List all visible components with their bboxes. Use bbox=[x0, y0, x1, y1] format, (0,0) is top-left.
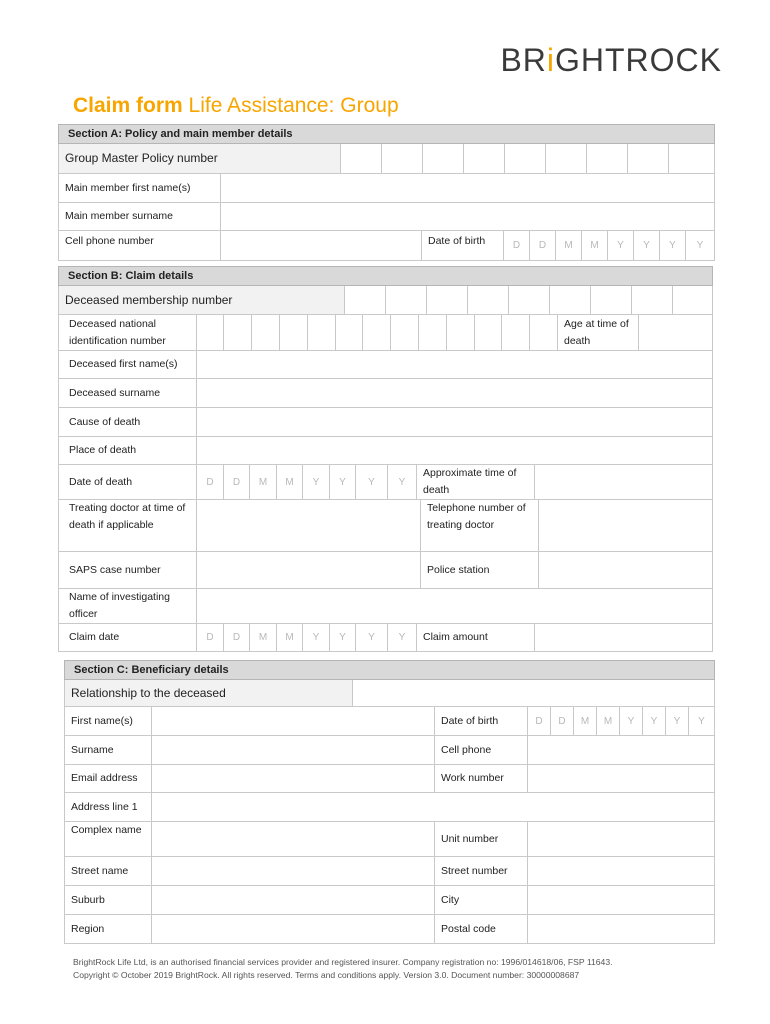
policy-number-box[interactable] bbox=[546, 144, 587, 173]
deceased-surname-row bbox=[58, 379, 713, 408]
policy-number-row bbox=[58, 144, 715, 174]
date-of-death-row bbox=[58, 465, 713, 500]
policy-number-box[interactable] bbox=[505, 144, 546, 173]
police-field[interactable] bbox=[539, 552, 712, 588]
ben-street-no-label: Street number bbox=[435, 857, 528, 885]
dob-mask[interactable]: Y bbox=[696, 240, 704, 251]
form-title bbox=[73, 94, 399, 118]
main-surname-row bbox=[58, 203, 715, 231]
ben-dob-mask[interactable]: Y bbox=[643, 707, 666, 735]
policy-number-box[interactable] bbox=[669, 144, 714, 173]
deceased-first-names-field[interactable] bbox=[197, 351, 712, 378]
place-field[interactable] bbox=[197, 437, 712, 464]
membership-label: Deceased membership number bbox=[59, 286, 345, 314]
membership-box[interactable] bbox=[468, 286, 509, 314]
ben-street-field[interactable] bbox=[152, 857, 435, 885]
ben-street-no-field[interactable] bbox=[528, 857, 714, 885]
ben-region-field[interactable] bbox=[152, 915, 435, 943]
ben-postal-field[interactable] bbox=[528, 915, 714, 943]
main-dob-label: Date of birth bbox=[422, 231, 504, 260]
ben-unit-field[interactable] bbox=[528, 822, 714, 856]
deceased-first-names-label: Deceased first name(s) bbox=[59, 351, 197, 378]
ben-unit-label: Unit number bbox=[435, 822, 528, 856]
deceased-surname-label: Deceased surname bbox=[59, 379, 197, 407]
saps-field[interactable] bbox=[197, 552, 421, 588]
doctor-row bbox=[58, 500, 713, 552]
claim-amount-label: Claim amount bbox=[417, 624, 535, 651]
policy-number-box[interactable] bbox=[341, 144, 382, 173]
claim-amount-field[interactable] bbox=[535, 624, 712, 651]
membership-box[interactable] bbox=[673, 286, 712, 314]
ben-postal-label: Postal code bbox=[435, 915, 528, 943]
ben-street-row bbox=[64, 857, 715, 886]
ben-region-postal-row bbox=[64, 915, 715, 944]
policy-number-box[interactable] bbox=[628, 144, 669, 173]
saps-row bbox=[58, 552, 713, 589]
relationship-label: Relationship to the deceased bbox=[65, 680, 353, 706]
dob-mask[interactable]: M bbox=[582, 231, 608, 260]
ben-dob-mask[interactable]: D bbox=[528, 707, 551, 735]
national-id-box[interactable] bbox=[280, 315, 308, 350]
main-first-names-field[interactable] bbox=[221, 174, 714, 202]
footer-line-2: Copyright © October 2019 BrightRock. All rights reserved. Terms and conditions apply. Version 3.0. Document number: 30000008687 bbox=[73, 970, 580, 980]
claim-date-row bbox=[58, 624, 713, 652]
national-id-box[interactable] bbox=[363, 315, 391, 350]
doctor-tel-field[interactable] bbox=[539, 500, 712, 551]
claim-date-mask[interactable]: M bbox=[277, 624, 303, 651]
main-surname-label: Main member surname bbox=[59, 203, 221, 230]
death-date-mask[interactable]: Y bbox=[330, 465, 356, 499]
ben-suburb-label: Suburb bbox=[65, 886, 152, 914]
policy-number-box[interactable] bbox=[587, 144, 628, 173]
age-label: Age at time of death bbox=[558, 315, 639, 350]
investigating-label: Name of investigating officer bbox=[59, 589, 197, 623]
ben-suburb-city-row bbox=[64, 886, 715, 915]
ben-complex-unit-row bbox=[64, 822, 715, 857]
membership-box[interactable] bbox=[591, 286, 632, 314]
national-id-box[interactable] bbox=[530, 315, 558, 350]
ben-city-field[interactable] bbox=[528, 886, 714, 914]
dob-mask[interactable]: D bbox=[504, 231, 530, 260]
main-first-names-row bbox=[58, 174, 715, 203]
claim-date-mask[interactable]: D bbox=[197, 624, 224, 651]
ben-surname-field[interactable] bbox=[152, 736, 435, 764]
dob-mask[interactable]: Y bbox=[634, 231, 660, 260]
section-a bbox=[58, 124, 715, 261]
section-c-heading: Section C: Beneficiary details bbox=[64, 660, 715, 680]
ben-city-label: City bbox=[435, 886, 528, 914]
membership-box[interactable] bbox=[632, 286, 673, 314]
ben-dob-mask[interactable]: Y bbox=[698, 715, 705, 727]
ben-complex-label: Complex name bbox=[65, 822, 152, 856]
ben-region-label: Region bbox=[65, 915, 152, 943]
national-id-row bbox=[58, 315, 713, 351]
membership-box[interactable] bbox=[386, 286, 427, 314]
claim-date-mask[interactable]: Y bbox=[388, 624, 417, 651]
ben-surname-cell-row bbox=[64, 736, 715, 765]
claim-date-mask[interactable]: M bbox=[250, 624, 277, 651]
relationship-row bbox=[64, 680, 715, 707]
cell-dob-row bbox=[58, 231, 715, 261]
policy-number-label: Group Master Policy number bbox=[59, 144, 341, 173]
logo-text-end: GHTROCK bbox=[555, 42, 722, 78]
investigating-field[interactable] bbox=[197, 589, 712, 623]
national-id-box[interactable] bbox=[252, 315, 280, 350]
membership-box[interactable] bbox=[509, 286, 550, 314]
footer bbox=[73, 956, 613, 982]
death-date-mask[interactable]: M bbox=[250, 465, 277, 499]
ben-dob-mask[interactable]: Y bbox=[666, 707, 689, 735]
logo-text-accent: i bbox=[546, 42, 555, 78]
death-date-mask[interactable]: Y bbox=[303, 465, 330, 499]
claim-date-mask[interactable]: Y bbox=[356, 624, 388, 651]
date-of-death-label: Date of death bbox=[59, 465, 197, 499]
place-label: Place of death bbox=[59, 437, 197, 464]
main-first-names-label: Main member first name(s) bbox=[59, 174, 221, 202]
cause-row bbox=[58, 408, 713, 437]
national-id-box[interactable] bbox=[224, 315, 252, 350]
dob-mask[interactable]: D bbox=[530, 231, 556, 260]
ben-dob-label: Date of birth bbox=[435, 707, 528, 735]
title-bold: Claim form bbox=[73, 94, 183, 117]
dob-mask[interactable]: Y bbox=[660, 231, 686, 260]
deceased-first-names-row bbox=[58, 351, 713, 379]
doctor-tel-label: Telephone number of treating doctor bbox=[421, 500, 539, 551]
death-date-mask[interactable]: D bbox=[224, 465, 250, 499]
dob-mask[interactable]: M bbox=[556, 231, 582, 260]
section-c bbox=[64, 660, 715, 944]
policy-number-box[interactable] bbox=[423, 144, 464, 173]
ben-dob-mask[interactable]: D bbox=[551, 707, 574, 735]
ben-street-label: Street name bbox=[65, 857, 152, 885]
section-b bbox=[58, 266, 713, 652]
ben-surname-label: Surname bbox=[65, 736, 152, 764]
police-label: Police station bbox=[421, 552, 539, 588]
ben-email-label: Email address bbox=[65, 765, 152, 792]
national-id-box[interactable] bbox=[391, 315, 419, 350]
national-id-box[interactable] bbox=[336, 315, 363, 350]
ben-suburb-field[interactable] bbox=[152, 886, 435, 914]
ben-complex-field[interactable] bbox=[152, 822, 435, 856]
national-id-label: Deceased national identification number bbox=[59, 315, 197, 350]
ben-email-field[interactable] bbox=[152, 765, 435, 792]
national-id-box[interactable] bbox=[502, 315, 530, 350]
national-id-box[interactable] bbox=[308, 315, 336, 350]
claim-date-label: Claim date bbox=[59, 624, 197, 651]
membership-box[interactable] bbox=[427, 286, 468, 314]
membership-box[interactable] bbox=[550, 286, 591, 314]
approx-time-label: Approximate time of death bbox=[417, 465, 535, 499]
approx-time-field[interactable] bbox=[535, 465, 712, 499]
membership-row bbox=[58, 286, 713, 315]
main-cell-field[interactable] bbox=[221, 231, 422, 260]
relationship-field[interactable] bbox=[353, 680, 714, 706]
dob-mask[interactable]: Y bbox=[608, 231, 634, 260]
national-id-box[interactable] bbox=[447, 315, 475, 350]
death-date-mask[interactable]: Y bbox=[388, 465, 417, 499]
brightrock-logo bbox=[500, 42, 722, 79]
ben-cell-label: Cell phone bbox=[435, 736, 528, 764]
cause-label: Cause of death bbox=[59, 408, 197, 436]
deceased-surname-field[interactable] bbox=[197, 379, 712, 407]
section-b-heading: Section B: Claim details bbox=[58, 266, 713, 286]
ben-first-names-field[interactable] bbox=[152, 707, 435, 735]
main-cell-label: Cell phone number bbox=[59, 231, 221, 260]
investigating-row bbox=[58, 589, 713, 624]
title-rest: Life Assistance: Group bbox=[182, 94, 399, 117]
ben-address1-label: Address line 1 bbox=[65, 793, 152, 821]
main-surname-field[interactable] bbox=[221, 203, 714, 230]
policy-number-box[interactable] bbox=[464, 144, 505, 173]
doctor-field[interactable] bbox=[197, 500, 421, 551]
ben-dob-mask[interactable]: M bbox=[574, 707, 597, 735]
ben-cell-field[interactable] bbox=[528, 736, 714, 764]
ben-first-dob-row bbox=[64, 707, 715, 736]
ben-email-work-row bbox=[64, 765, 715, 793]
logo-text-start: BR bbox=[500, 42, 547, 78]
claim-date-mask[interactable]: Y bbox=[303, 624, 330, 651]
ben-work-field[interactable] bbox=[528, 765, 714, 792]
ben-address1-row bbox=[64, 793, 715, 822]
membership-box[interactable] bbox=[345, 286, 386, 314]
place-row bbox=[58, 437, 713, 465]
death-date-mask[interactable]: M bbox=[277, 465, 303, 499]
saps-label: SAPS case number bbox=[59, 552, 197, 588]
ben-dob-mask[interactable]: Y bbox=[620, 707, 643, 735]
cause-field[interactable] bbox=[197, 408, 712, 436]
national-id-box[interactable] bbox=[475, 315, 502, 350]
section-a-heading: Section A: Policy and main member details bbox=[58, 124, 715, 144]
footer-line-1: BrightRock Life Ltd, is an authorised financial services provider and registered insurer. Company registration no: 1996/014618/06, FSP 11643. bbox=[73, 957, 613, 967]
policy-number-box[interactable] bbox=[382, 144, 423, 173]
ben-first-names-label: First name(s) bbox=[65, 707, 152, 735]
national-id-box[interactable] bbox=[419, 315, 447, 350]
national-id-box[interactable] bbox=[197, 315, 224, 350]
death-date-mask[interactable]: D bbox=[197, 465, 224, 499]
doctor-label: Treating doctor at time of death if applicable bbox=[59, 500, 197, 551]
claim-date-mask[interactable]: Y bbox=[330, 624, 356, 651]
ben-address1-field[interactable] bbox=[152, 793, 714, 821]
claim-date-mask[interactable]: D bbox=[224, 624, 250, 651]
ben-work-label: Work number bbox=[435, 765, 528, 792]
age-field[interactable] bbox=[639, 315, 712, 350]
ben-dob-mask[interactable]: M bbox=[597, 707, 620, 735]
death-date-mask[interactable]: Y bbox=[356, 465, 388, 499]
